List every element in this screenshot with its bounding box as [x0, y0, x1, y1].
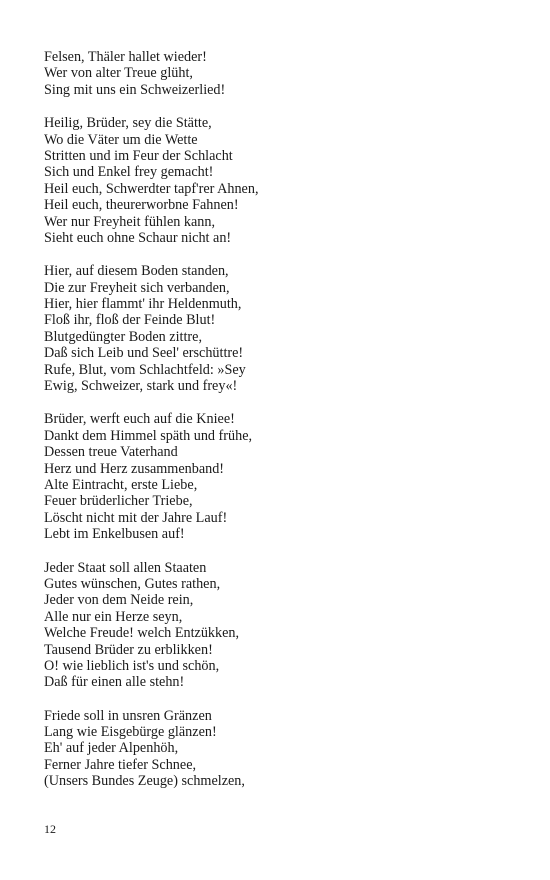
stanza	[44, 560, 524, 691]
poem-line: Hier, hier flammt' ihr Heldenmuth,	[44, 296, 242, 313]
stanza	[44, 49, 524, 98]
poem-line: Sing mit uns ein Schweizerlied!	[44, 81, 226, 98]
poem-line: Feuer brüderlicher Triebe,	[44, 493, 193, 510]
poem-line: Brüder, werft euch auf die Kniee!	[44, 411, 235, 428]
poem-line: Floß ihr, floß der Feinde Blut!	[44, 312, 216, 329]
poem-line: Ferner Jahre tiefer Schnee,	[44, 756, 197, 773]
poem-line: Alte Eintracht, erste Liebe,	[44, 476, 198, 493]
poem-line: Gutes wünschen, Gutes rathen,	[44, 575, 221, 592]
stanza	[44, 411, 524, 542]
poem-line: O! wie lieblich ist's und schön,	[44, 657, 220, 674]
stanza	[44, 708, 524, 790]
poem-line: Heil euch, theurerworbne Fahnen!	[44, 197, 239, 214]
poem-line: Wo die Väter um die Wette	[44, 131, 198, 148]
poem-line: Daß für einen alle stehn!	[44, 674, 185, 691]
poem-line: Hier, auf diesem Boden standen,	[44, 263, 229, 280]
poem-line: Wer von alter Treue glüht,	[44, 65, 193, 82]
poem-line: (Unsers Bundes Zeuge) schmelzen,	[44, 773, 245, 790]
poem-line: Stritten und im Feur der Schlacht	[44, 147, 233, 164]
poem-line: Daß sich Leib und Seel' erschüttre!	[44, 345, 244, 362]
poem-line: Felsen, Thäler hallet wieder!	[44, 49, 207, 65]
page-number: 12	[44, 822, 56, 836]
poem-line: Ewig, Schweizer, stark und frey«!	[44, 378, 238, 395]
poem-line: Heil euch, Schwerdter tapf'rer Ahnen,	[44, 180, 259, 197]
poem-line: Lebt im Enkelbusen auf!	[44, 526, 185, 543]
poem-line: Heilig, Brüder, sey die Stätte,	[44, 115, 212, 132]
poem-line: Friede soll in unsren Gränzen	[44, 707, 212, 724]
poem-line: Sich und Enkel frey gemacht!	[44, 164, 214, 181]
poem-line: Dankt dem Himmel späth und frühe,	[44, 427, 253, 444]
poem-line: Blutgedüngter Boden zittre,	[44, 328, 202, 345]
poem-line: Wer nur Freyheit fühlen kann,	[44, 213, 216, 230]
poem-line: Rufe, Blut, vom Schlachtfeld: »Sey	[44, 361, 246, 378]
poem-line: Die zur Freyheit sich verbanden,	[44, 279, 230, 296]
poem-line: Jeder von dem Neide rein,	[44, 592, 194, 609]
poem-line: Jeder Staat soll allen Staaten	[44, 559, 207, 576]
poem-line: Tausend Brüder zu erblikken!	[44, 641, 213, 658]
poem-line: Eh' auf jeder Alpenhöh,	[44, 740, 179, 757]
stanza	[44, 263, 524, 394]
poem-line: Welche Freude! welch Entzükken,	[44, 625, 240, 642]
poem-text	[44, 49, 524, 807]
poem-line: Löscht nicht mit der Jahre Lauf!	[44, 509, 228, 526]
stanza	[44, 115, 524, 246]
poem-line: Lang wie Eisgebürge glänzen!	[44, 724, 217, 741]
poem-line: Dessen treue Vaterhand	[44, 444, 178, 461]
poem-line: Sieht euch ohne Schaur nicht an!	[44, 229, 232, 246]
poem-line: Alle nur ein Herze seyn,	[44, 608, 183, 625]
poem-line: Herz und Herz zusammenband!	[44, 460, 225, 477]
